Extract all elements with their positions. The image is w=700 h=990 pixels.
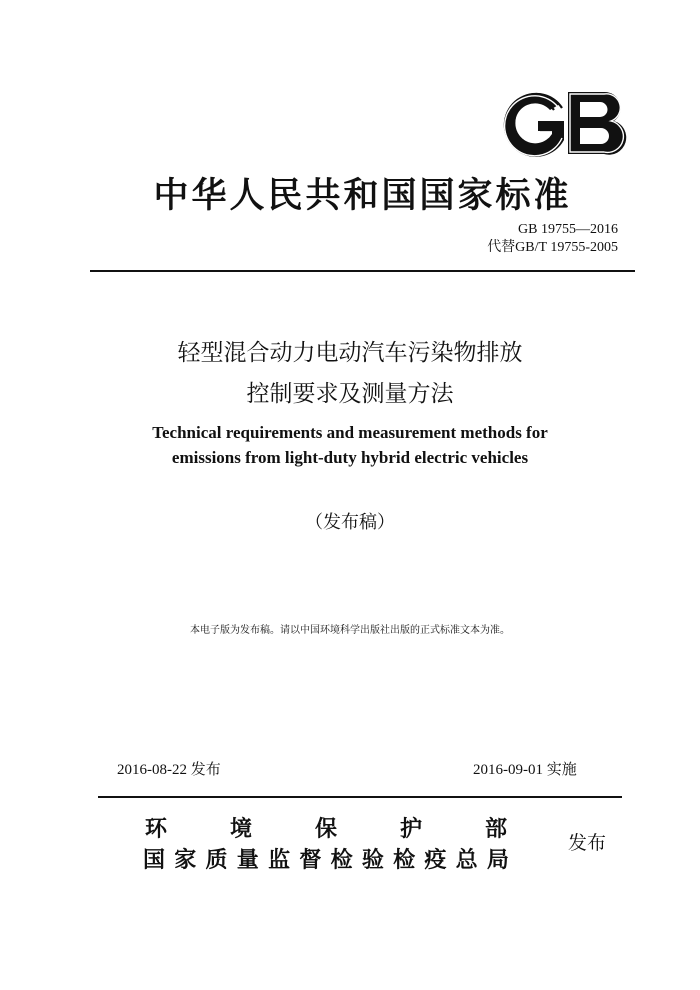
issuer-char: 质: [205, 848, 228, 873]
issuer-char: 保: [314, 817, 337, 842]
gb-logo-text: GB: [500, 88, 502, 89]
title-zh-line2: 控制要求及测量方法: [246, 381, 454, 407]
draft-label: （发布稿）: [305, 512, 395, 533]
gb-logo: [500, 88, 632, 158]
issuer-char: 环: [145, 817, 168, 842]
issuer-char: 督: [299, 848, 322, 873]
issue-date: 2016-08-22 发布: [117, 762, 221, 778]
issuer-line1: [145, 815, 507, 845]
issuer-char: 验: [361, 848, 384, 873]
issuer-char: 疫: [424, 848, 447, 873]
header-rule: [90, 270, 635, 272]
issuer-char: 检: [393, 848, 416, 873]
publish-label: 发布: [568, 832, 607, 854]
standard-number-block: [380, 221, 618, 257]
issuer-char: 监: [268, 848, 291, 873]
title-en-line1: Technical requirements and measurement methods for: [152, 423, 548, 442]
standard-number: GB 19755—2016: [518, 222, 618, 237]
issuer-char: 部: [484, 817, 507, 842]
issuer-char: 境: [229, 817, 252, 842]
issuer-char: 家: [174, 848, 197, 873]
issuer-char: 护: [399, 817, 422, 842]
edition-notice: 本电子版为发布稿。请以中国环境科学出版社出版的正式标准文本为准。: [190, 625, 510, 636]
issuer-line2: [143, 846, 509, 876]
title-en-line2: emissions from light-duty hybrid electric vehicles: [171, 448, 529, 467]
implementation-date: 2016-09-01 实施: [473, 762, 577, 778]
issuer-char: 量: [236, 848, 259, 873]
replaces-standard: 代替GB/T 19755-2005: [487, 240, 618, 255]
issuer-char: 国: [143, 848, 166, 873]
issuer-char: 检: [330, 848, 353, 873]
country-standard-title: 中华人民共和国国家标准: [153, 176, 572, 216]
issuer-char: 局: [486, 848, 509, 873]
footer-rule: [98, 796, 622, 798]
title-zh-line1: 轻型混合动力电动汽车污染物排放: [177, 340, 523, 366]
issuer-char: 总: [455, 848, 478, 873]
